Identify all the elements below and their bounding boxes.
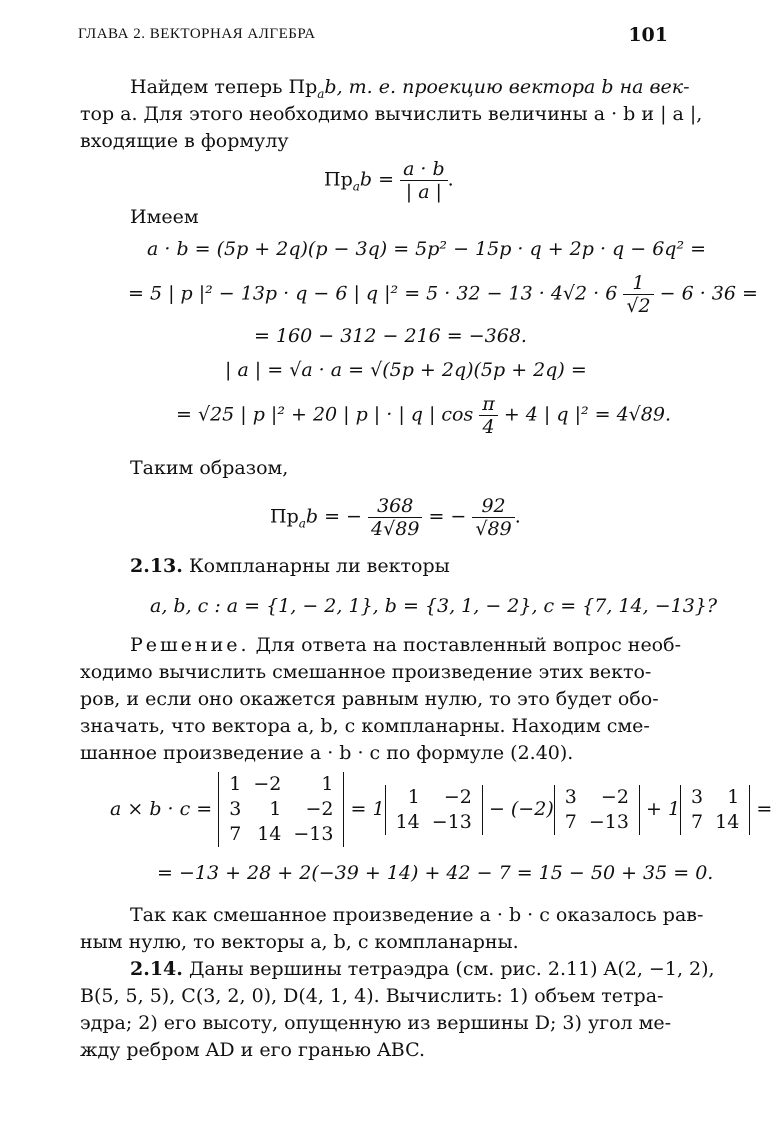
determinant-minor-3-cell: 3 (691, 785, 704, 808)
problem-2-14-line-3: эдра; 2) его высоту, опущенную из вершины D; 3) угол ме- (80, 1012, 672, 1034)
final-fraction-1: $\frac{368}{4√89}$ (368, 495, 422, 540)
have-label: Имеем (130, 206, 199, 228)
solution-line-5: шанное произведение a · b · c по формуле (2.40). (80, 742, 574, 764)
equation-3: = 160 − 312 − 216 = −368. (254, 325, 527, 347)
determinant-main-cell: 1 (269, 798, 282, 820)
determinant-minor-2-cell: −13 (588, 810, 629, 833)
final-projection: $Пр_ab$ = − $\frac{368}{4√89}$ = − $\frac{92}{√89}$ . (270, 495, 521, 540)
page-number: 101 (628, 24, 668, 46)
determinant-minor-3-cell: 7 (691, 810, 704, 833)
problem-2-14-line-4: жду ребром AD и его гранью ABC. (80, 1039, 426, 1061)
intro-line-3: входящие в формулу (80, 130, 289, 152)
determinant-minor-1-cell: 1 (407, 785, 420, 808)
equation-4: | a | = √a · a = √(5p + 2q)(5p + 2q) = (225, 359, 587, 381)
determinant-main-cell: −13 (293, 823, 334, 845)
determinant-main-cell: 14 (257, 823, 282, 845)
solution-line-2: ходимо вычислить смешанное произведение этих векто- (80, 661, 652, 683)
problem-2-13: 2.13. Компланарны ли векторы (130, 555, 450, 577)
determinant-main-cell: 1 (229, 773, 242, 795)
determinant-main (218, 772, 344, 847)
determinant-main-cell: 7 (229, 823, 242, 845)
chapter-title: ГЛАВА 2. ВЕКТОРНАЯ АЛГЕБРА (78, 26, 316, 42)
equation-2: = 5 | p |² − 13p · q − 6 | q |² = 5 · 32 − 13 · 4√2 · 6 $\frac{1}{√2}$ − 6 · 36 = (128, 272, 758, 317)
determinant-minor-2-cell: 7 (564, 810, 577, 833)
conclusion-line-1: Так как смешанное произведение a · b · c оказалось рав- (130, 904, 704, 926)
equation-5: = √25 | p |² + 20 | p | · | q | cos $\frac{\pi}{4}$ + 4 | q |² = 4√89. (176, 393, 672, 438)
problem-2-14-line-2: B(5, 5, 5), C(3, 2, 0), D(4, 1, 4). Вычислить: 1) объем тетра- (80, 985, 664, 1007)
problem-2-14-line-1: 2.14. Даны вершины тетраэдра (см. рис. 2.11) A(2, −1, 2), (130, 958, 715, 980)
intro-line-1: Найдем теперь $Пр_ab$, т. е. проекцию вектора b на век- (130, 76, 690, 101)
determinant-minor-3-cell: 14 (715, 810, 740, 833)
determinant-main-cell: −2 (253, 773, 282, 795)
determinant-minor-1-cell: −13 (431, 810, 472, 833)
determinant-main-cell: 3 (229, 798, 242, 820)
determinant-equation: a × b · c = 1 −2 1 3 1 −2 7 14 −13 = 1 1 −2 14 −13 − (−2) 3 −2 7 −13 + 1 3 1 7 14 = (110, 773, 772, 845)
solution-line-4: значать, что вектора a, b, c компланарны. Находим сме- (80, 715, 650, 737)
solution-line-1: Решение. Для ответа на поставленный вопрос необ- (130, 634, 681, 656)
conclusion-line-2: ным нулю, то векторы a, b, c компланарны. (80, 931, 519, 953)
problem-2-13-vectors: a, b, c : a = {1, − 2, 1}, b = {3, 1, − 2}, c = {7, 14, −13}? (150, 595, 718, 617)
determinant-main-cell: 1 (321, 773, 334, 795)
determinant-minor-1-cell: −2 (443, 785, 472, 808)
intro-line-2: тор a. Для этого необходимо вычислить величины a · b и | a |, (80, 103, 703, 125)
equation-1: a · b = (5p + 2q)(p − 3q) = 5p² − 15p · q + 2p · q − 6q² = (147, 238, 707, 260)
determinant-main-cell: −2 (305, 798, 334, 820)
final-fraction-2: $\frac{92}{√89}$ (472, 495, 514, 540)
determinant-minor-2-cell: 3 (564, 785, 577, 808)
determinant-minor-2 (554, 785, 640, 835)
determinant-result: = −13 + 28 + 2(−39 + 14) + 42 − 7 = 15 − 50 + 35 = 0. (157, 862, 714, 884)
determinant-minor-1 (385, 785, 483, 835)
projection-fraction: $\frac{a \cdot b}{| a |}$ (400, 158, 448, 203)
determinant-minor-3 (680, 785, 750, 835)
projection-formula: $Пр_ab$ = $\frac{a \cdot b}{| a |}$ . (324, 158, 454, 203)
determinant-minor-3-cell: 1 (727, 785, 740, 808)
determinant-minor-1-cell: 14 (395, 810, 420, 833)
equation-2-fraction: $\frac{1}{√2}$ (623, 272, 653, 317)
thus-label: Таким образом, (130, 457, 289, 479)
determinant-minor-2-cell: −2 (600, 785, 629, 808)
equation-5-fraction: $\frac{\pi}{4}$ (479, 393, 498, 438)
solution-line-3: ров, и если оно окажется равным нулю, то это будет обо- (80, 688, 659, 710)
